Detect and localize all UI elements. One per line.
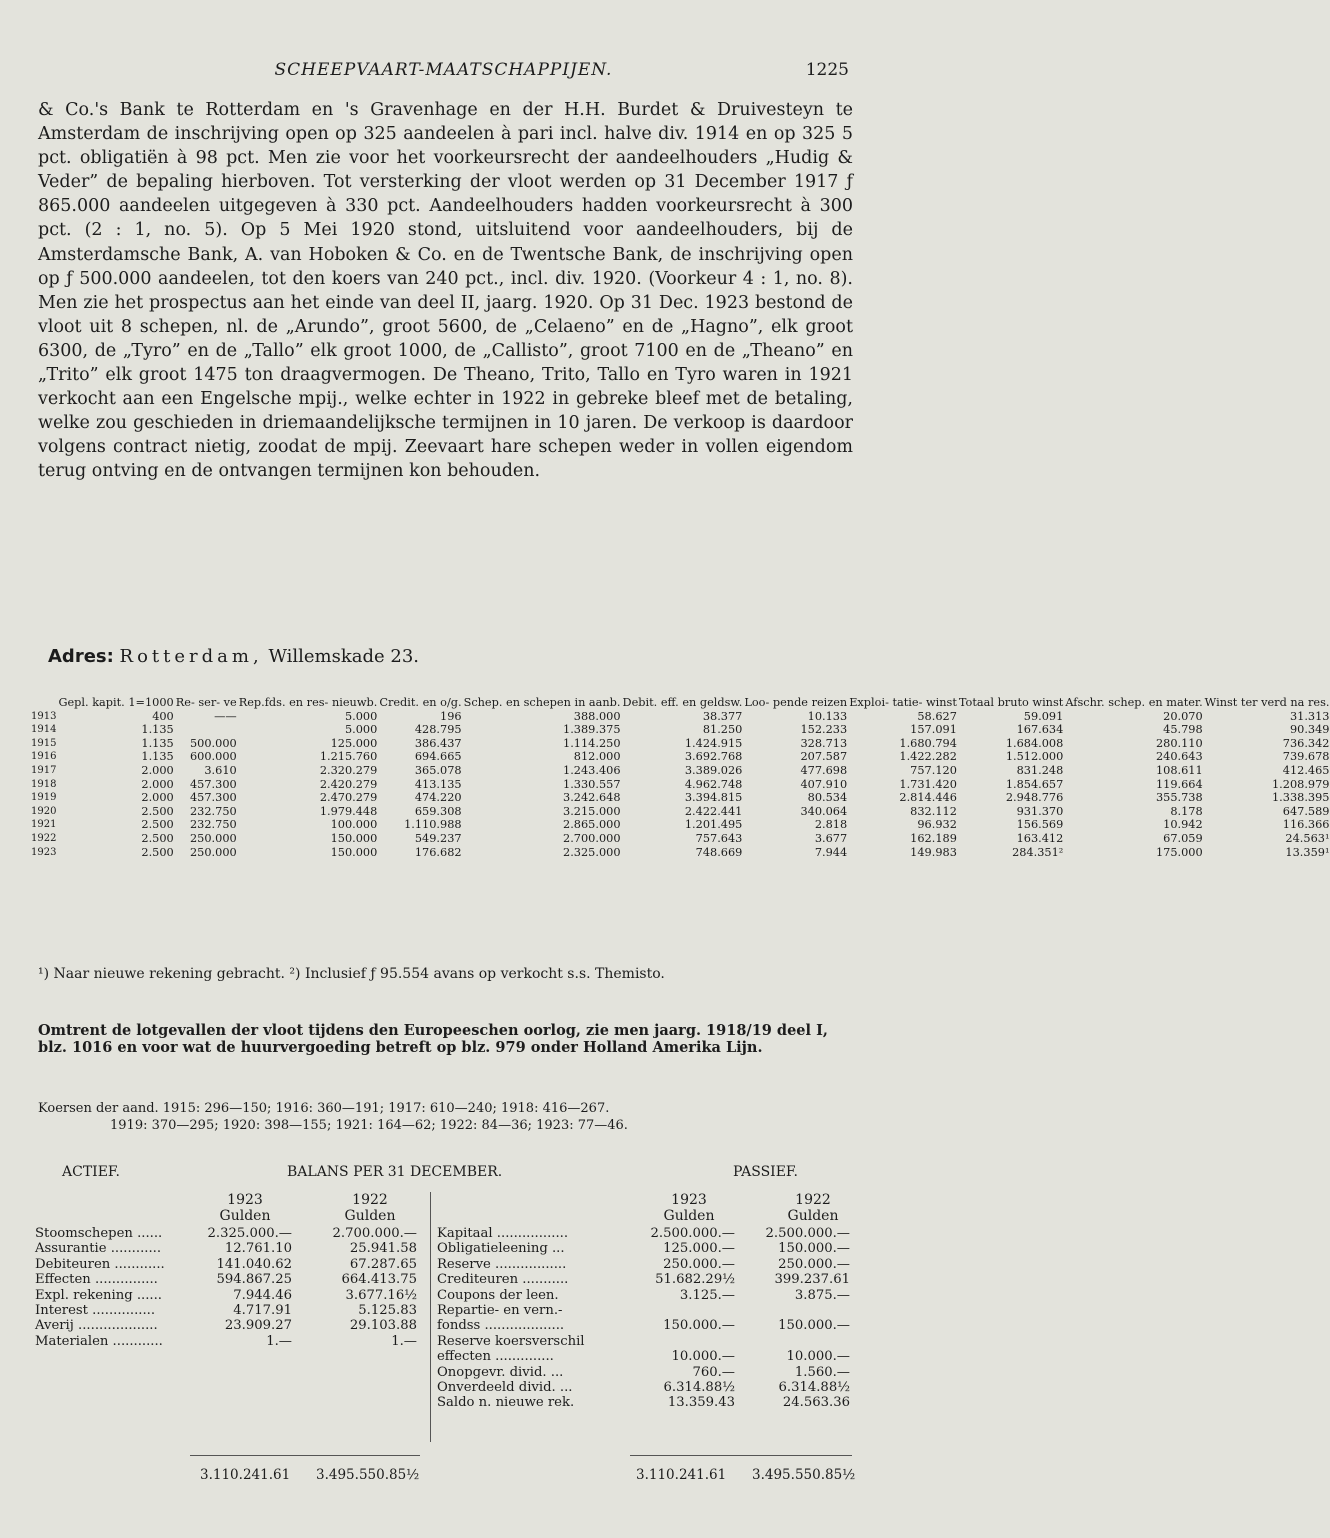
- table-cell: 2.500: [141, 818, 174, 832]
- table-cell: 477.698: [800, 763, 848, 777]
- table-row: [30, 791, 1330, 805]
- address-line: [48, 646, 419, 667]
- table-cell: 739.678: [1282, 750, 1330, 764]
- balance-item-value: 150.000.—: [778, 1318, 850, 1334]
- row-year: 1916: [31, 751, 57, 763]
- balance-item-label: Averij ...................: [35, 1318, 158, 1334]
- table-cell: 328.713: [800, 736, 848, 750]
- table-cell: 1.110.988: [404, 818, 462, 832]
- stats-col-header: Winst ter verd na res.: [1204, 696, 1330, 709]
- row-year: 1921: [31, 819, 57, 831]
- table-cell: 1.208.979: [1271, 777, 1330, 791]
- table-cell: 2.000: [141, 763, 174, 777]
- table-cell: 45.798: [1163, 723, 1203, 737]
- table-cell: 3.677: [814, 831, 848, 845]
- share-prices-line-2: 1919: 370—295; 1920: 398—155; 1921: 164—62; 1922: 84—36; 1923: 77—46.: [110, 1118, 628, 1133]
- table-row: [30, 710, 1330, 724]
- balance-item-value: 1.—: [391, 1333, 417, 1349]
- balance-item-label: Reserve .................: [437, 1256, 567, 1272]
- table-row: [30, 737, 1330, 751]
- table-cell: 400: [152, 709, 174, 723]
- passief-values-1922: [740, 1226, 850, 1411]
- table-cell: 2.422.441: [684, 804, 743, 818]
- table-cell: 250.000: [190, 845, 237, 859]
- row-year: 1920: [31, 805, 57, 817]
- table-cell: 232.750: [190, 818, 237, 832]
- table-cell: 757.643: [695, 831, 743, 845]
- table-cell: 1.114.250: [563, 736, 621, 750]
- table-cell: 3.692.768: [684, 750, 743, 764]
- table-cell: 388.000: [573, 709, 621, 723]
- table-cell: 175.000: [1155, 845, 1203, 859]
- table-cell: 163.412: [1016, 831, 1064, 845]
- table-cell: 412.465: [1282, 763, 1330, 777]
- balance-item-value: 3.125.—: [679, 1287, 735, 1303]
- table-cell: 1.201.495: [684, 818, 743, 832]
- balance-item-value: 25.941.58: [349, 1241, 417, 1257]
- passief-total-rule: [630, 1455, 852, 1456]
- financial-stats-table: [30, 696, 1330, 859]
- table-cell: 1.854.657: [1005, 777, 1064, 791]
- balance-item-value: 150.000.—: [663, 1318, 735, 1334]
- table-cell: 832.112: [910, 804, 957, 818]
- table-cell: 1.215.760: [319, 750, 378, 764]
- balance-item-label: Kapitaal .................: [437, 1226, 569, 1241]
- table-cell: 96.932: [917, 818, 957, 832]
- balance-item-value: 3.677.16½: [345, 1287, 417, 1303]
- address-label: Adres:: [48, 646, 114, 667]
- table-cell: 474.220: [414, 791, 462, 805]
- table-cell: 736.342: [1282, 736, 1330, 750]
- balance-item-label: Interest ...............: [35, 1302, 156, 1318]
- balance-item-label: Reserve koersverschil: [437, 1333, 585, 1349]
- table-cell: 3.242.648: [563, 791, 621, 805]
- balance-item-value: 760.—: [692, 1364, 735, 1380]
- balance-item-value: 2.500.000.—: [765, 1226, 850, 1241]
- balance-title: BALANS PER 31 DECEMBER.: [287, 1164, 503, 1180]
- table-cell: 1.243.406: [563, 763, 621, 777]
- table-cell: 428.795: [414, 723, 462, 737]
- table-cell: 2.420.279: [319, 777, 378, 791]
- balance-item-label: Effecten ...............: [35, 1272, 158, 1288]
- stats-col-header: [30, 696, 57, 710]
- actief-values-1923: [195, 1226, 292, 1349]
- table-cell: 162.189: [910, 831, 957, 845]
- table-cell: 10.133: [807, 709, 848, 723]
- balance-item-value: [630, 1303, 735, 1318]
- balance-item-value: 250.000.—: [663, 1256, 735, 1272]
- balance-item-value: 2.325.000.—: [207, 1226, 292, 1241]
- stats-table-body: [30, 710, 1330, 860]
- table-cell: 365.078: [414, 763, 462, 777]
- passief-values-1923: [630, 1226, 735, 1411]
- paragraph-text: & Co.'s Bank te Rotterdam en 's Gravenhage en der H.H. Burdet & Druivesteyn te Amsterdam de inschrijving open op 325 aandeelen à pari incl. halve div. 1914 en op 325 5 pct. obligatiën à 98 pct. Men zie voor het voorkeursrecht der aandeelhouders „Hudig & Veder” de bepaling hierboven. Tot versterking der vloot werden op 31 December 1917 ƒ 865.000 aandeelen uitgegeven à 330 pct. Aandeelhouders hadden voorkeursrecht à 300 pct. (2 : 1, no. 5). Op 5 Mei 1920 stond, uitsluitend voor aandeelhouders, bij de Amsterdamsche Bank, A. van Hoboken & Co. en de Twentsche Bank, de inschrijving open op ƒ 500.000 aandeelen, tot den koers van 240 pct., incl. div. 1920. (Voorkeur 4 : 1, no. 8). Men zie het prospectus aan het einde van deel II, jaarg. 1920. Op 31 Dec. 1923 bestond de vloot uit 8 schepen, nl. de „Arundo”, groot 5600, de „Celaeno” en de „Hagno”, elk groot 6300, de „Tyro” en de „Tallo” elk groot 1000, de „Callisto”, groot 7100 en de „Theano” en „Trito” elk groot 1475 ton draagvermogen. De Theano, Trito, Tallo en Tyro waren in 1921 verkocht aan een Engelsche mpij., welke echter in 1922 in gebreke bleef met de betaling, welke zou geschieden in driemaandelijksche termijnen in 10 jaren. De verkoop is daardoor volgens contract nietig, zoodat de mpij. Zeevaart hare schepen weder in vollen eigendom terug ontving en de ontvangen termijnen kon behouden.: [38, 100, 853, 482]
- table-row: [30, 750, 1330, 764]
- balance-item-value: [740, 1334, 850, 1349]
- passief-label: PASSIEF.: [733, 1164, 798, 1180]
- address-city: Rotterdam,: [119, 646, 263, 667]
- table-cell: 67.059: [1163, 831, 1203, 845]
- table-cell: 1.684.008: [1005, 736, 1064, 750]
- row-year: 1922: [31, 832, 57, 844]
- table-cell: 355.738: [1155, 791, 1203, 805]
- table-cell: 100.000: [330, 818, 378, 832]
- balance-item-value: 23.909.27: [224, 1318, 292, 1334]
- table-cell: 2.500: [141, 831, 174, 845]
- balance-item-value: 150.000.—: [778, 1241, 850, 1257]
- table-cell: 1.731.420: [899, 777, 957, 791]
- row-year: 1923: [31, 846, 57, 858]
- balance-item-value: 1.560.—: [794, 1364, 850, 1380]
- actief-total-rule: [190, 1455, 420, 1456]
- balance-item-label: Saldo n. nieuwe rek.: [437, 1395, 575, 1411]
- row-year: 1919: [31, 792, 57, 804]
- balance-item-value: 5.125.83: [358, 1302, 417, 1318]
- table-cell: 3.610: [204, 763, 237, 777]
- stats-col-header: Schep. en schepen in aanb.: [463, 696, 621, 709]
- balance-divider: [430, 1192, 431, 1442]
- table-cell: 1.389.375: [563, 723, 621, 737]
- table-cell: 457.300: [190, 791, 237, 805]
- table-cell: 116.366: [1282, 818, 1330, 832]
- balance-item-label: fondss ...................: [437, 1318, 565, 1334]
- table-cell: 1.424.915: [684, 736, 743, 750]
- table-cell: 2.700.000: [563, 831, 621, 845]
- table-cell: 149.983: [910, 845, 957, 859]
- running-title: SCHEEPVAART-MAATSCHAPPIJEN.: [274, 60, 613, 80]
- table-cell: 284.351²: [1012, 845, 1064, 859]
- table-cell: 176.682: [414, 845, 462, 859]
- balance-item-label: Assurantie ............: [35, 1241, 162, 1257]
- passief-total-1922: 3.495.550.85½: [752, 1467, 856, 1483]
- balance-item-label: Crediteuren ...........: [437, 1272, 569, 1288]
- balance-item-value: 125.000.—: [663, 1241, 735, 1257]
- balance-item-label: Repartie- en vern.-: [437, 1302, 563, 1318]
- balance-item-value: 1.—: [266, 1333, 292, 1349]
- table-cell: 1.135: [141, 723, 174, 737]
- table-cell: 80.534: [807, 791, 848, 805]
- balance-item-value: 2.700.000.—: [332, 1226, 417, 1241]
- page-header: [0, 60, 887, 84]
- table-row: [30, 846, 1330, 860]
- balance-item-value: 250.000.—: [778, 1256, 850, 1272]
- balance-item-value: 51.682.29½: [655, 1272, 735, 1288]
- table-row: [30, 764, 1330, 778]
- table-cell: ——: [214, 709, 237, 723]
- table-cell: 2.818: [814, 818, 848, 832]
- table-cell: 58.627: [917, 709, 957, 723]
- balance-item-value: 4.717.91: [233, 1302, 292, 1318]
- table-cell: 167.634: [1016, 723, 1064, 737]
- table-cell: 7.944: [814, 845, 848, 859]
- table-cell: 81.250: [702, 723, 743, 737]
- table-cell: 207.587: [800, 750, 848, 764]
- table-cell: 386.437: [414, 736, 462, 750]
- table-cell: 119.664: [1155, 777, 1203, 791]
- table-cell: 3.215.000: [563, 804, 621, 818]
- passief-year-1923: 1923 Gulden: [663, 1192, 715, 1224]
- table-cell: 340.064: [800, 804, 848, 818]
- balance-item-value: [740, 1303, 850, 1318]
- table-cell: 108.611: [1155, 763, 1203, 777]
- table-cell: 31.313: [1289, 709, 1330, 723]
- table-cell: 1.979.448: [319, 804, 378, 818]
- table-cell: 831.248: [1016, 763, 1064, 777]
- table-cell: 250.000: [190, 831, 237, 845]
- balance-item-value: 141.040.62: [216, 1256, 292, 1272]
- table-cell: 812.000: [573, 750, 621, 764]
- actief-labels: [35, 1226, 195, 1349]
- balance-item-value: [630, 1334, 735, 1349]
- table-cell: 280.110: [1155, 736, 1203, 750]
- table-cell: 2.500: [141, 845, 174, 859]
- balance-item-value: 594.867.25: [216, 1272, 292, 1288]
- table-cell: 2.000: [141, 777, 174, 791]
- actief-total-1923: 3.110.241.61: [200, 1467, 291, 1483]
- footnote: ¹) Naar nieuwe rekening gebracht. ²) Inclusief ƒ 95.554 avans op verkocht s.s. Themisto.: [38, 966, 665, 982]
- table-cell: 2.814.446: [899, 791, 957, 805]
- table-cell: 549.237: [414, 831, 462, 845]
- balance-item-label: Debiteuren ............: [35, 1256, 165, 1272]
- table-cell: 8.178: [1170, 804, 1203, 818]
- table-cell: 407.910: [800, 777, 848, 791]
- table-cell: 748.669: [695, 845, 743, 859]
- stats-col-header: Gepl. kapit. 1=1000: [58, 696, 174, 709]
- table-cell: 2.000: [141, 791, 174, 805]
- balance-item-label: Obligatieleening ...: [437, 1241, 565, 1257]
- table-cell: 2.865.000: [563, 818, 621, 832]
- table-row: [30, 778, 1330, 792]
- balance-item-label: effecten ..............: [437, 1349, 554, 1365]
- actief-values-1922: [300, 1226, 417, 1349]
- table-cell: 2.320.279: [319, 763, 378, 777]
- stats-col-header: Afschr. schep. en mater.: [1065, 696, 1203, 709]
- balance-item-value: 664.413.75: [341, 1272, 417, 1288]
- stats-col-header: Totaal bruto winst: [958, 696, 1064, 709]
- passief-labels: [437, 1226, 627, 1411]
- balance-item-value: 2.500.000.—: [650, 1226, 735, 1241]
- stats-col-header: Rep.fds. en res- nieuwb.: [238, 696, 378, 709]
- balance-item-label: Onverdeeld divid. ...: [437, 1379, 573, 1395]
- balance-item-value: 7.944.46: [233, 1287, 292, 1303]
- table-cell: 90.349: [1289, 723, 1330, 737]
- table-row: [30, 818, 1330, 832]
- body-paragraph: [38, 98, 853, 484]
- table-cell: 600.000: [190, 750, 237, 764]
- table-cell: 694.665: [414, 750, 462, 764]
- balance-item-value: 12.761.10: [224, 1241, 292, 1257]
- table-row: [30, 805, 1330, 819]
- table-cell: 156.569: [1016, 818, 1064, 832]
- table-cell: 5.000: [344, 709, 378, 723]
- war-note: Omtrent de lotgevallen der vloot tijdens den Europeeschen oorlog, zie men jaarg. 1918/19 deel I, blz. 1016 en voor wat de huurvergoeding betreft op blz. 979 onder Holland Amerika Lijn.: [38, 1022, 828, 1056]
- table-cell: 931.370: [1016, 804, 1064, 818]
- table-cell: 59.091: [1023, 709, 1064, 723]
- table-cell: 240.643: [1155, 750, 1203, 764]
- stats-col-header: Credit. en o/g.: [379, 696, 462, 709]
- table-cell: 196: [440, 709, 462, 723]
- table-cell: 125.000: [330, 736, 378, 750]
- row-year: 1914: [31, 724, 57, 736]
- table-row: [30, 723, 1330, 737]
- row-year: 1918: [31, 778, 57, 790]
- table-cell: 1.338.395: [1271, 791, 1330, 805]
- passief-total-1923: 3.110.241.61: [636, 1467, 727, 1483]
- table-cell: 757.120: [910, 763, 957, 777]
- table-row: [30, 832, 1330, 846]
- passief-year-1922: 1922 Gulden: [787, 1192, 839, 1224]
- stats-table-head: [30, 696, 1330, 710]
- table-cell: 1.135: [141, 736, 174, 750]
- table-cell: 4.962.748: [684, 777, 743, 791]
- table-cell: 157.091: [910, 723, 957, 737]
- actief-label: ACTIEF.: [62, 1164, 120, 1180]
- table-cell: [175, 723, 238, 737]
- row-year: 1913: [31, 710, 57, 722]
- table-cell: 647.589: [1282, 804, 1330, 818]
- stats-col-header: Loo- pende reizen: [744, 696, 848, 709]
- balance-item-label: Materialen ............: [35, 1333, 163, 1349]
- balance-item-value: 399.237.61: [774, 1272, 850, 1288]
- table-cell: 152.233: [800, 723, 848, 737]
- table-cell: 457.300: [190, 777, 237, 791]
- actief-total-1922: 3.495.550.85½: [316, 1467, 420, 1483]
- table-cell: 3.389.026: [684, 763, 743, 777]
- table-cell: 3.394.815: [684, 791, 743, 805]
- table-cell: 2.500: [141, 804, 174, 818]
- address-street: Willemskade 23.: [268, 646, 420, 667]
- table-cell: 2.948.776: [1005, 791, 1064, 805]
- table-cell: 2.325.000: [563, 845, 621, 859]
- table-cell: 2.470.279: [319, 791, 378, 805]
- balance-item-label: Expl. rekening ......: [35, 1287, 163, 1303]
- table-cell: 1.135: [141, 750, 174, 764]
- page-number: 1225: [805, 60, 849, 80]
- balance-item-value: 6.314.88½: [663, 1379, 735, 1395]
- share-prices-line-1: Koersen der aand. 1915: 296—150; 1916: 360—191; 1917: 610—240; 1918: 416—267.: [38, 1101, 610, 1116]
- balance-item-label: Stoomschepen ......: [35, 1226, 163, 1241]
- balance-item-value: 13.359.43: [667, 1395, 735, 1411]
- table-cell: 13.359¹: [1285, 845, 1330, 859]
- table-cell: 1.680.794: [899, 736, 957, 750]
- balance-item-label: Onopgevr. divid. ...: [437, 1364, 564, 1380]
- table-cell: 1.512.000: [1005, 750, 1064, 764]
- balance-item-value: 67.287.65: [349, 1256, 417, 1272]
- stats-col-header: Debit. eff. en geldsw.: [622, 696, 743, 709]
- table-cell: 38.377: [702, 709, 743, 723]
- table-cell: 1.422.282: [899, 750, 957, 764]
- row-year: 1917: [31, 764, 57, 776]
- balance-item-value: 10.000.—: [671, 1349, 735, 1365]
- stats-col-header: Re- ser- ve: [175, 696, 237, 709]
- actief-year-1923: 1923 Gulden: [219, 1192, 271, 1224]
- table-cell: 150.000: [330, 845, 378, 859]
- table-cell: 659.308: [414, 804, 462, 818]
- balance-item-value: 29.103.88: [349, 1318, 417, 1334]
- balance-item-value: 24.563.36: [782, 1395, 850, 1411]
- table-cell: 24.563¹: [1285, 831, 1330, 845]
- balance-item-value: 6.314.88½: [778, 1379, 850, 1395]
- table-cell: 10.942: [1163, 818, 1203, 832]
- table-cell: 500.000: [190, 736, 237, 750]
- table-cell: 20.070: [1163, 709, 1203, 723]
- row-year: 1915: [31, 737, 57, 749]
- balance-item-label: Coupons der leen.: [437, 1287, 559, 1303]
- stats-col-header: Exploi- tatie- winst: [849, 696, 957, 709]
- table-cell: 150.000: [330, 831, 378, 845]
- balance-item-value: 10.000.—: [786, 1349, 850, 1365]
- share-prices: [38, 1100, 853, 1134]
- table-cell: 5.000: [344, 723, 378, 737]
- table-cell: 232.750: [190, 804, 237, 818]
- actief-year-1922: 1922 Gulden: [344, 1192, 396, 1224]
- balance-item-value: 3.875.—: [794, 1287, 850, 1303]
- table-cell: 413.135: [414, 777, 462, 791]
- table-cell: 1.330.557: [563, 777, 621, 791]
